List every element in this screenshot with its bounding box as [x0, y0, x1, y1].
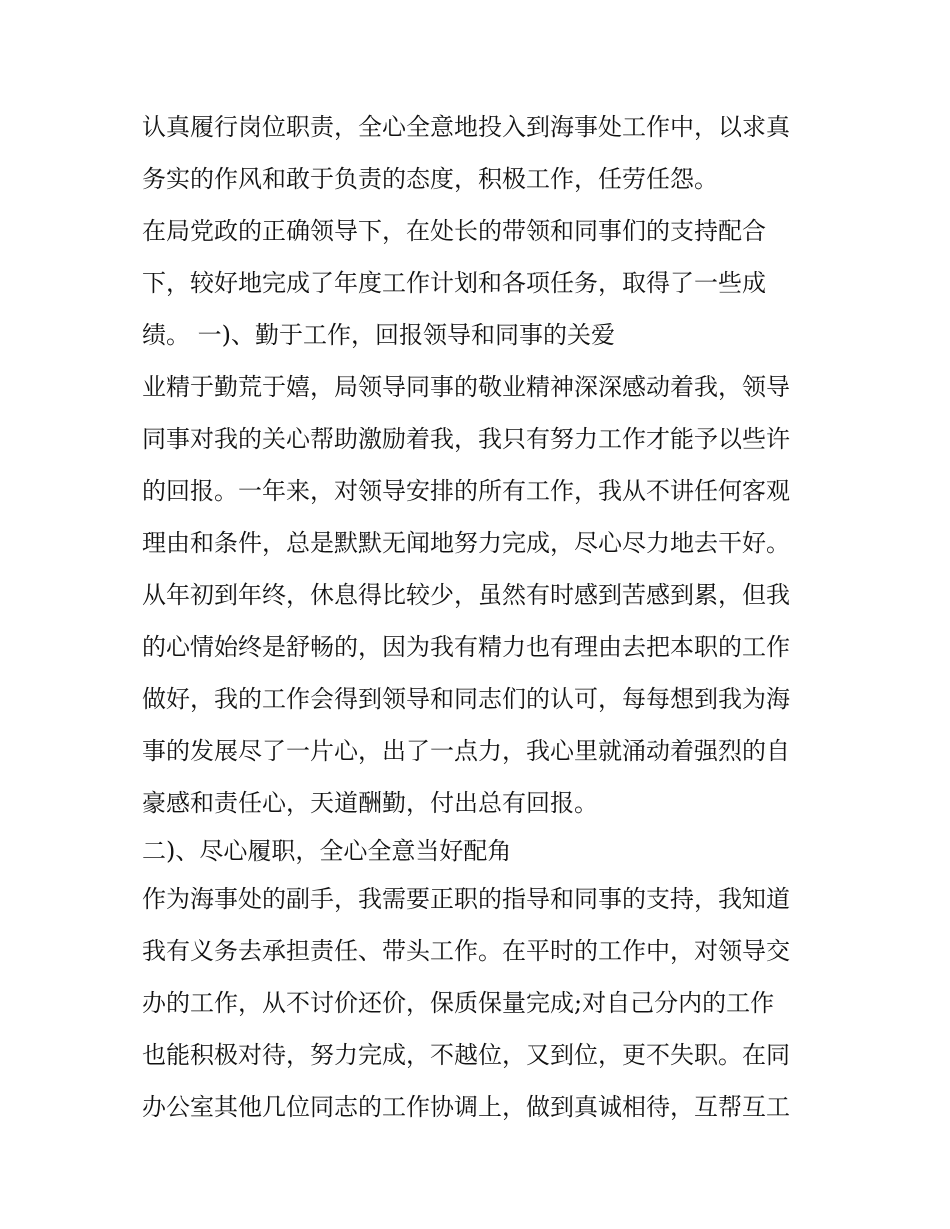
text-line: 作为海事处的副手，我需要正职的指导和同事的支持，我知道 — [142, 885, 790, 913]
text-line: 豪感和责任心，天道酬勤，付出总有回报。 — [142, 789, 598, 817]
text-line: 做好，我的工作会得到领导和同志们的认可，每每想到我为海 — [142, 685, 790, 713]
text-line: 同事对我的关心帮助激励着我，我只有努力工作才能予以些许 — [142, 425, 790, 453]
text-line: 也能积极对待，努力完成，不越位，又到位，更不失职。在同 — [142, 1041, 790, 1069]
text-line: 的心情始终是舒畅的，因为我有精力也有理由去把本职的工作 — [142, 633, 790, 661]
text-line: 的回报。一年来，对领导安排的所有工作，我从不讲任何客观 — [142, 477, 790, 505]
text-line: 我有义务去承担责任、带头工作。在平时的工作中，对领导交 — [142, 937, 790, 965]
text-line: 从年初到年终，休息得比较少，虽然有时感到苦感到累，但我 — [142, 581, 790, 609]
section-heading-1: 绩。 一)、勤于工作，回报领导和同事的关爱 — [142, 321, 615, 349]
text-line: 办公室其他几位同志的工作协调上，做到真诚相待，互帮互工 — [142, 1093, 790, 1121]
text-line: 事的发展尽了一片心，出了一点力，我心里就涌动着强烈的自 — [142, 737, 790, 765]
text-line: 办的工作，从不讨价还价，保质保量完成;对自己分内的工作 — [142, 989, 775, 1017]
text-line: 理由和条件，总是默默无闻地努力完成，尽心尽力地去干好。 — [142, 529, 790, 557]
text-line: 业精于勤荒于嬉，局领导同事的敬业精神深深感动着我，领导 — [142, 373, 790, 401]
text-line: 认真履行岗位职责，全心全意地投入到海事处工作中，以求真 — [142, 113, 790, 141]
text-line: 在局党政的正确领导下，在处长的带领和同事们的支持配合 — [142, 217, 766, 245]
text-line: 务实的作风和敢于负责的态度，积极工作，任劳任怨。 — [142, 165, 718, 193]
section-heading-2: 二)、尽心履职，全心全意当好配角 — [142, 837, 512, 865]
text-line: 下，较好地完成了年度工作计划和各项任务，取得了一些成 — [142, 269, 766, 297]
